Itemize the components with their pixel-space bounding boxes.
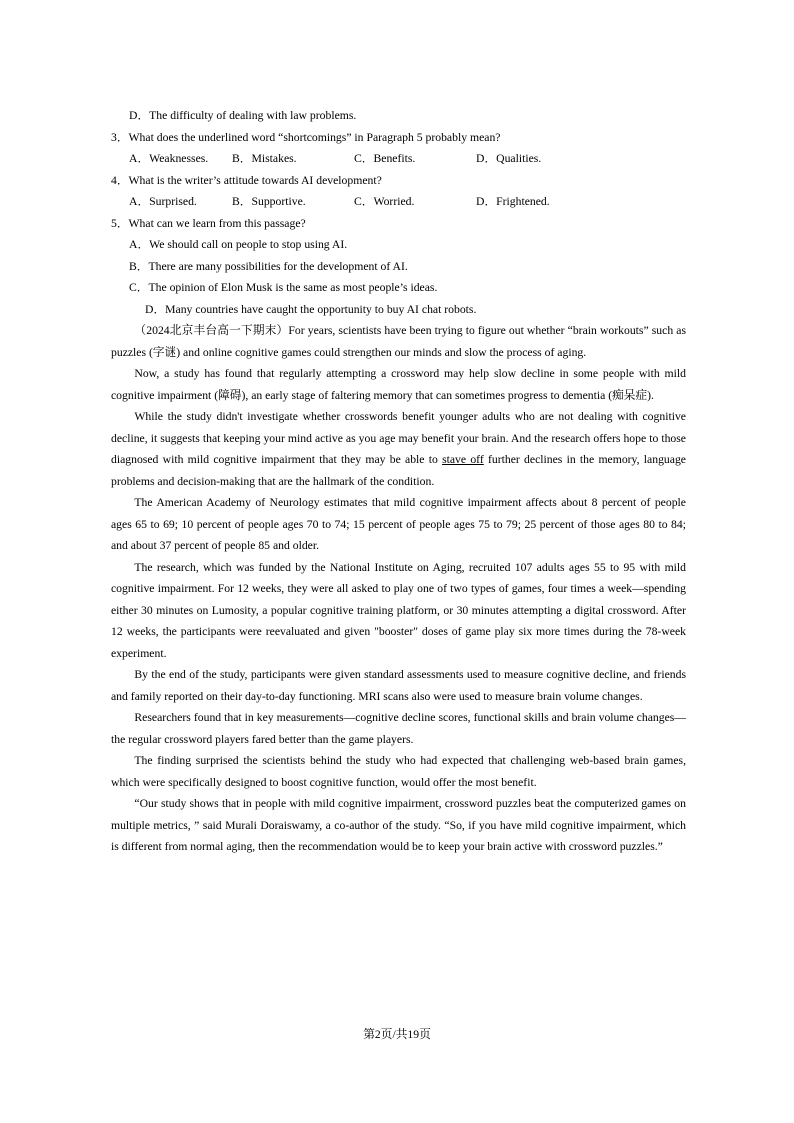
q5-option-c: C．The opinion of Elon Musk is the same as most people’s ideas. <box>129 281 438 294</box>
passage-paragraph-7: Researchers found that in key measurements—cognitive decline scores, functional skills and brain volume changes—the regular crossword players fared better than the game players. <box>111 711 686 746</box>
q3-option-d: D．Qualities. <box>476 152 542 165</box>
passage-paragraph-3 <box>111 406 686 492</box>
q5-option-a: A．We should call on people to stop using AI. <box>129 238 348 251</box>
paragraph-3-text-after: further declines in the memory, language problems and decision-making that are the hallmark of the condition. <box>111 453 686 488</box>
page-number: 第2页/共19页 <box>363 1028 431 1041</box>
passage-paragraph-5: The research, which was funded by the National Institute on Aging, recruited 107 adults ages 55 to 95 with mild cognitive impairment. For 12 weeks, they were all asked to play one of two types of games, four times a week—spending either 30 minutes on Lumosity, a popular cognitive training platform, or 30 minutes attempting a digital crossword. After 12 weeks, the participants were reevaluated and given "booster" doses of game play six more times during the 78-week experiment. <box>111 560 686 660</box>
q3-option-b: B．Mistakes. <box>232 152 297 165</box>
q4-stem: 4．What is the writer’s attitude towards AI development? <box>111 173 382 187</box>
q4-option-b: B．Supportive. <box>232 195 306 208</box>
page-content <box>111 105 686 858</box>
paragraph-3-text-before: While the study didn't investigate whether crosswords benefit younger adults who are not dealing with cognitive decline, it suggests that keeping your mind active as you age may benefit your brain. And the research offers hope to those diagnosed with mild cognitive impairment that they may be able to <box>111 410 686 466</box>
passage-paragraph-2: Now, a study has found that regularly attempting a crossword may help slow decline in some people with mild cognitive impairment (障碍), an early stage of faltering memory that can sometimes progress to dementia (痴呆症). <box>111 367 686 402</box>
passage-paragraph-9: “Our study shows that in people with mild cognitive impairment, crossword puzzles beat the computerized games on multiple metrics, ” said Murali Doraiswamy, a co-author of the study. “So, if you have mild cognitive impairment, which is different from normal aging, then the recommendation would be to keep your brain active with crossword puzzles.” <box>111 797 686 853</box>
underlined-phrase: stave off <box>442 453 484 466</box>
passage-paragraph-1: （2024北京丰台高一下期末）For years, scientists have been trying to figure out whether “brain workouts” such as puzzles (字谜) and online cognitive games could strengthen our minds and slow the process of aging. <box>111 324 686 359</box>
passage-paragraph-4: The American Academy of Neurology estimates that mild cognitive impairment affects about 8 percent of people ages 65 to 69; 10 percent of people ages 70 to 74; 15 percent of people ages 75 to 79; 25 percent of those ages 80 to 84; and about 37 percent of people 85 and older. <box>111 496 686 552</box>
q4-option-d: D．Frightened. <box>476 195 550 208</box>
q4-option-a: A．Surprised. <box>129 195 197 208</box>
passage-paragraph-6: By the end of the study, participants were given standard assessments used to measure cognitive decline, and friends and family reported on their day-to-day functioning. MRI scans also were used to measure brain volume changes. <box>111 668 686 703</box>
q3-stem: 3．What does the underlined word “shortcomings” in Paragraph 5 probably mean? <box>111 130 501 144</box>
q2-option-d: D．The difficulty of dealing with law problems. <box>129 109 357 122</box>
q3-option-a: A．Weaknesses. <box>129 152 209 165</box>
q4-options <box>111 191 686 213</box>
q4-option-c: C．Worried. <box>354 195 415 208</box>
q5-stem: 5．What can we learn from this passage? <box>111 216 306 230</box>
q3-option-c: C．Benefits. <box>354 152 416 165</box>
q5-option-b: B．There are many possibilities for the development of AI. <box>129 259 408 273</box>
passage-paragraph-8: The finding surprised the scientists behind the study who had expected that challenging web-based brain games, which were specifically designed to boost cognitive function, would offer the most benefit. <box>111 754 686 789</box>
q5-option-d: D．Many countries have caught the opportunity to buy AI chat robots. <box>145 302 477 316</box>
q3-options <box>111 148 686 170</box>
